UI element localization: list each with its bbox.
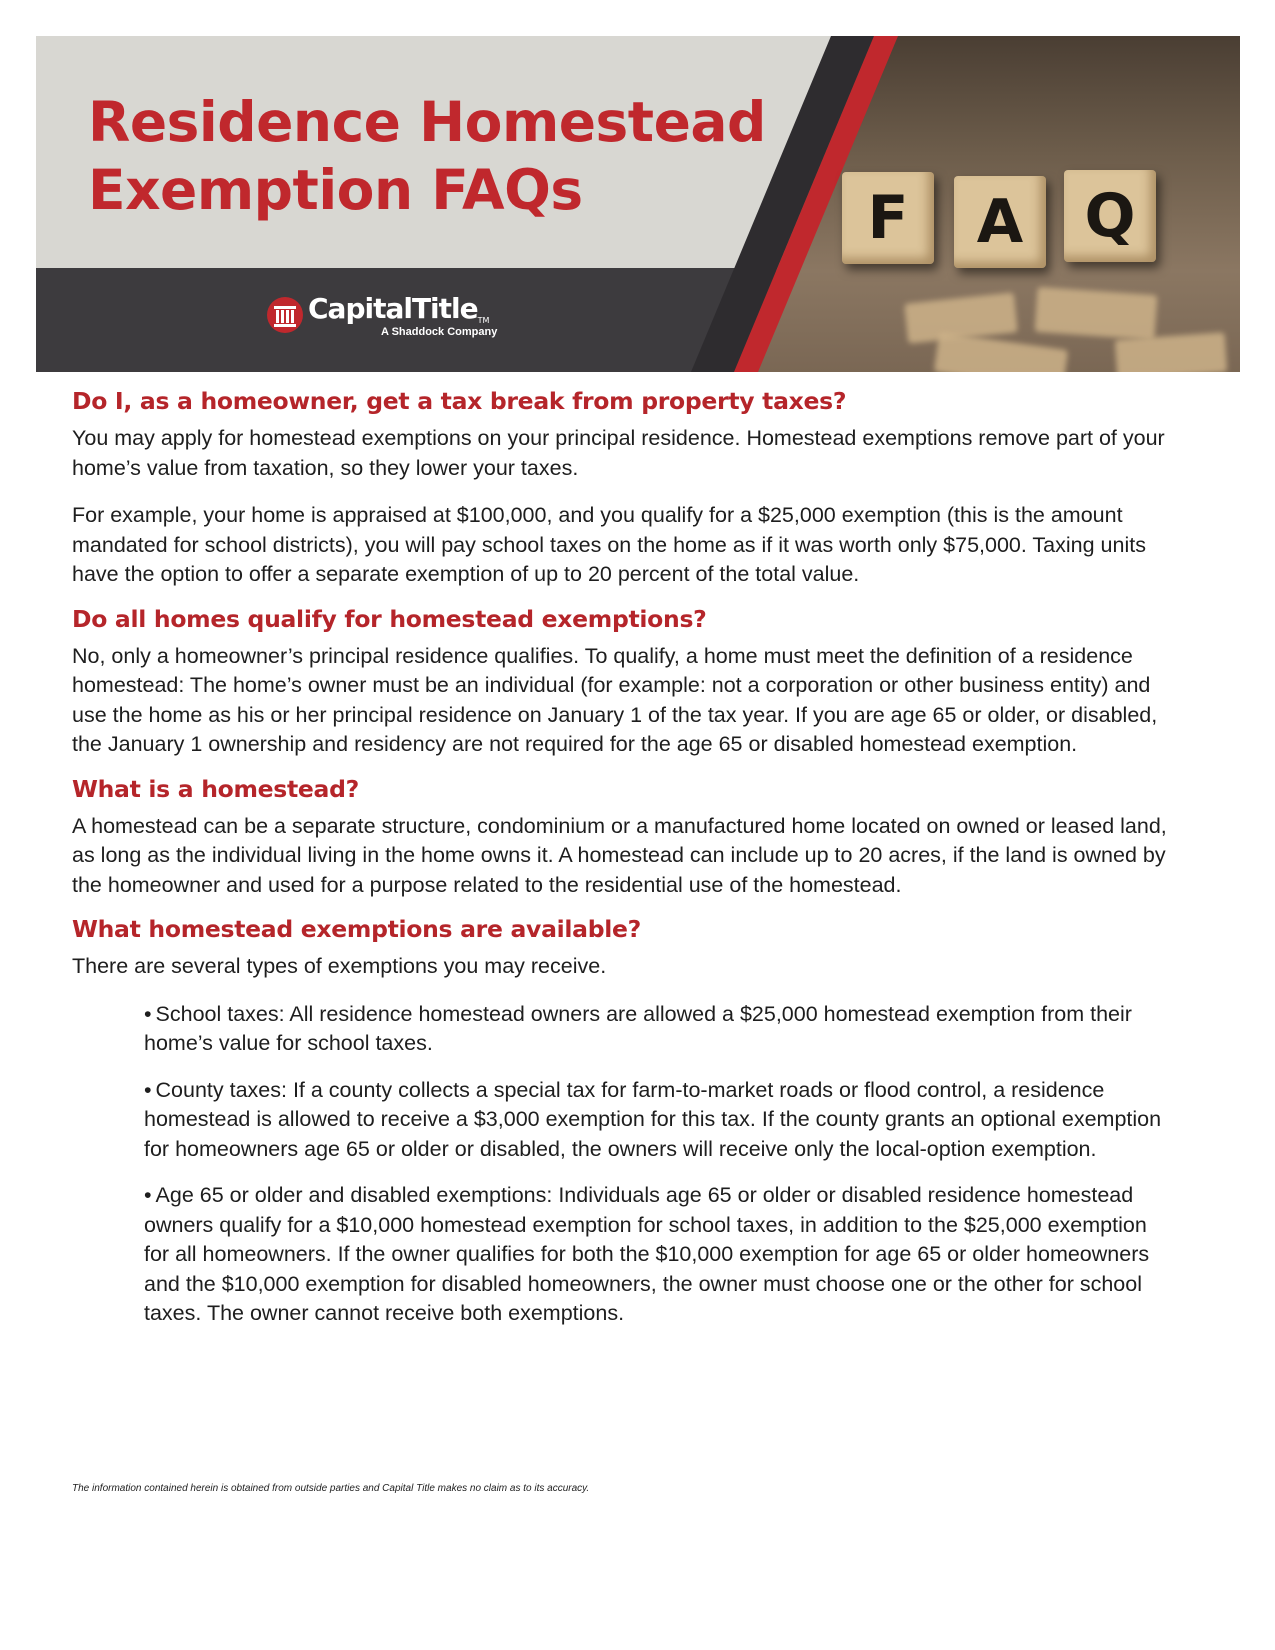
blurred-tile — [1115, 332, 1228, 372]
faq-tile-q: Q — [1064, 170, 1156, 262]
blurred-tile — [1035, 287, 1158, 340]
pillar-icon — [266, 296, 304, 334]
bullet-glyph: • — [144, 1001, 152, 1026]
faq-content — [72, 384, 1172, 1346]
faq-heading-4: What homestead exemptions are available? — [72, 915, 641, 943]
list-item — [144, 1181, 1172, 1329]
exemption-age-65-disabled: Age 65 or older and disabled exemptions: Individuals age 65 or older or disabled residence homestead owners qualify for a $10,000 homestead exemption for school taxes, in addition to the $25,000 exemption for all homeowners. If the owner qualifies for both the $10,000 exemption for age 65 or older homeowners and the $10,000 exemption for disabled homeowners, the owner must choose one or the other for school taxes. The owner cannot receive both exemptions. — [144, 1183, 1150, 1325]
logo-name-text: CapitalTitle — [308, 292, 478, 325]
bullet-glyph: • — [144, 1183, 152, 1207]
list-item — [144, 1076, 1172, 1165]
faq-answer-1-para-1: You may apply for homestead exemptions on your principal residence. Homestead exemptions remove part of your home’s value from taxation, so they lower your taxes. — [72, 426, 1165, 480]
exemption-county-taxes: County taxes: If a county collects a special tax for farm-to-market roads or flood control, a residence homestead is allowed to receive a $3,000 exemption for this tax. If the county grants an optional exemption for homeowners age 65 or older or disabled, the owners will receive only the local-option exemption. — [144, 1077, 1162, 1161]
company-logo — [266, 292, 566, 342]
faq-heading-2: Do all homes qualify for homestead exemptions? — [72, 604, 707, 633]
disclaimer-footnote: The information contained herein is obtained from outside parties and Capital Title makes no claim as to its accuracy. — [72, 1483, 590, 1494]
title-line-1: Residence Homestead — [88, 90, 766, 154]
title-line-2: Exemption FAQs — [88, 158, 583, 222]
faq-answer-3: A homestead can be a separate structure, condominium or a manufactured home located on owned or leased land, as long as the individual living in the home owns it. A homestead can include up to 20 acres, if the land is owned by the homeowner and used for a purpose related to the residential use of the homestead. — [72, 813, 1167, 897]
faq-answer-4-intro: There are several types of exemptions you may receive. — [72, 954, 607, 978]
bullet-glyph: • — [144, 1077, 152, 1102]
faq-tile-f: F — [842, 172, 934, 264]
faq-answer-1-para-2: For example, your home is appraised at $100,000, and you qualify for a $25,000 exemption (this is the amount mandated for school districts), you will pay school taxes on the home as if it was worth only $75,000. Taxing units have the option to offer a separate exemption of up to 20 percent of the total value. — [72, 503, 1146, 586]
faq-heading-3: What is a homestead? — [72, 774, 359, 803]
header-banner — [36, 36, 1240, 372]
page-title — [88, 88, 766, 224]
logo-tagline: A Shaddock Company — [381, 326, 498, 338]
exemption-school-taxes: School taxes: All residence homestead owners are allowed a $25,000 homestead exemption from their home’s value for school taxes. — [144, 1001, 1132, 1055]
logo-trademark: TM — [477, 316, 490, 325]
faq-answer-2: No, only a homeowner’s principal residence qualifies. To qualify, a home must meet the definition of a residence homestead: The home’s owner must be an individual (for example: not a corporation or other business entity) and use the home as his or her principal residence on January 1 of the tax year. If you are age 65 or older, or disabled, the January 1 ownership and residency are not required for the age 65 or disabled homestead exemption. — [72, 643, 1158, 756]
exemption-list — [72, 1000, 1172, 1329]
list-item — [144, 1000, 1172, 1059]
faq-heading-1: Do I, as a homeowner, get a tax break from property taxes? — [72, 387, 847, 415]
logo-wordmark — [308, 292, 489, 325]
faq-tile-a: A — [954, 176, 1046, 268]
